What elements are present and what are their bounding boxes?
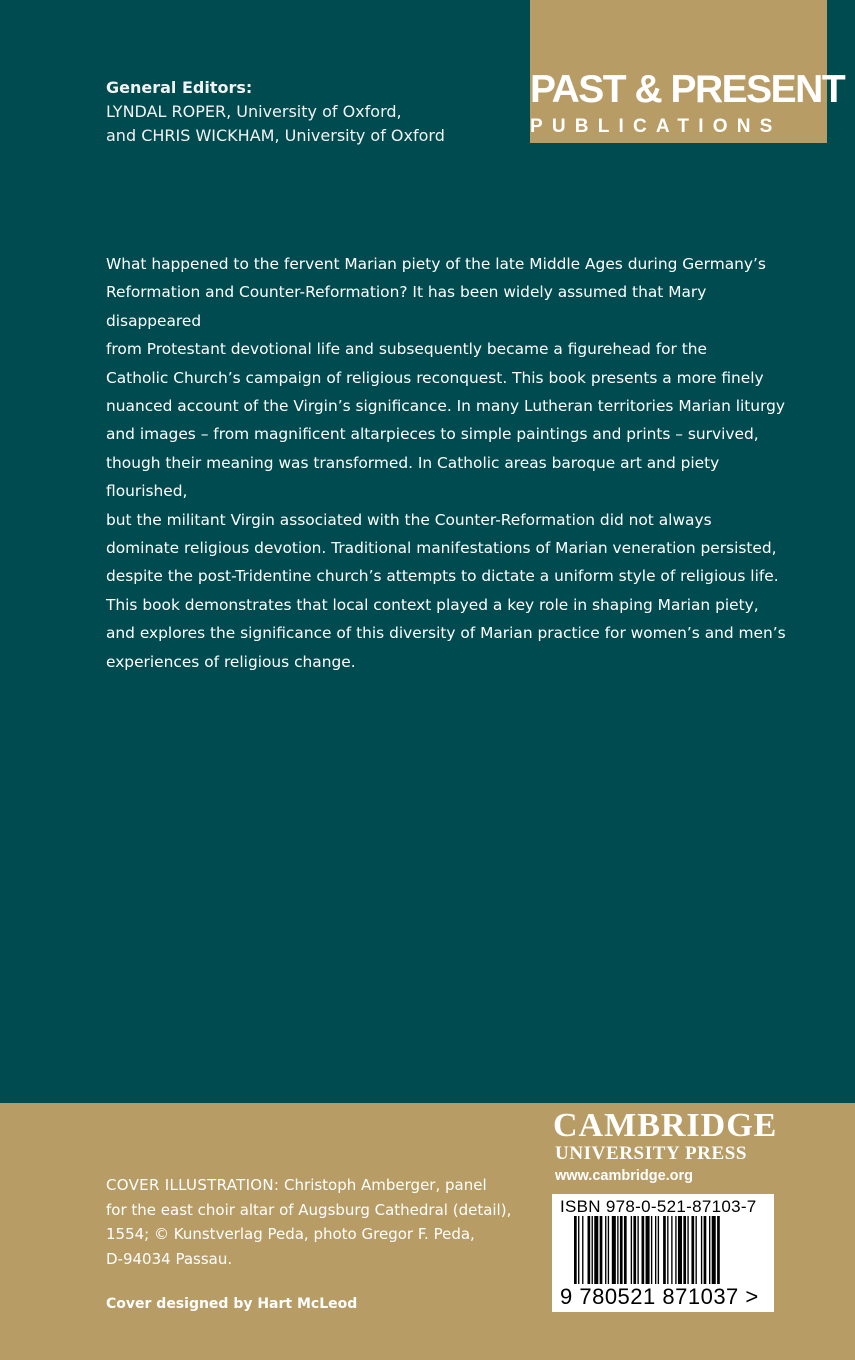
barcode-bar xyxy=(704,1216,707,1284)
cover-illustration-label: COVER ILLUSTRATION: xyxy=(106,1176,280,1194)
barcode-bar xyxy=(667,1216,668,1284)
barcode-bar xyxy=(709,1216,710,1284)
barcode-bar xyxy=(600,1216,603,1284)
book-description: What happened to the fervent Marian piety of the late Middle Ages during Germany’s Reformation and Counter-Reformation? It has been widely assumed that Mary disappeared from Protestant devotional life and subsequently became a figurehead for the Catholic Church’s campaign of religious reconquest. This book presents a more finely nuanced account of the Virgin’s significance. In many Lutheran territories Marian liturgy and images – from magnificent altarpieces to simple paintings and prints – survived, though their meaning was transformed. In Catholic areas baroque art and piety flourished, but the militant Virgin associated with the Counter-Reformation did not always dominate religious devotion. Traditional manifestations of Marian veneration persisted, despite the post-Tridentine church’s attempts to dictate a uniform style of religious life. This book demonstrates that local context played a key role in shaping Marian piety, and explores the significance of this diversity of Marian practice for women’s and men’s experiences of religious change. xyxy=(106,255,786,671)
series-logo-subtitle: PUBLICATIONS xyxy=(530,116,782,137)
barcode-bar xyxy=(678,1216,682,1284)
publisher-url: www.cambridge.org xyxy=(555,1168,694,1184)
barcode-bar xyxy=(594,1216,598,1284)
barcode-bar xyxy=(655,1216,656,1284)
barcode-bar xyxy=(574,1216,577,1284)
barcode-bar xyxy=(637,1216,638,1284)
editor-line-2: and CHRIS WICKHAM, University of Oxford xyxy=(106,126,445,145)
barcode-bar xyxy=(582,1216,583,1284)
barcode-bar xyxy=(717,1216,720,1284)
barcode-bar xyxy=(620,1216,623,1284)
barcode-bar xyxy=(696,1216,697,1284)
barcode-bar xyxy=(675,1216,676,1284)
publisher-press: UNIVERSITY PRESS xyxy=(555,1143,748,1164)
editor-line-1: LYNDAL ROPER, University of Oxford, xyxy=(106,102,402,121)
barcode-bar xyxy=(617,1216,618,1284)
barcode-bar xyxy=(658,1216,659,1284)
general-editors-label: General Editors: xyxy=(106,78,253,97)
barcode-bar xyxy=(701,1216,702,1284)
publisher-name: CAMBRIDGE xyxy=(553,1107,778,1144)
barcode-bar xyxy=(608,1216,609,1284)
isbn-label: ISBN 978-0-521-87103-7 xyxy=(560,1197,757,1216)
barcode-bar xyxy=(631,1216,632,1284)
series-logo-title: PAST & PRESENT xyxy=(530,68,845,111)
cover-illustration-text: Christoph Amberger, panel for the east choir altar of Augsburg Cathedral (detail), 1554; © Kunstverlag Peda, photo Gregor F. Peda, D-94034 Passau. xyxy=(106,1176,512,1268)
barcode-icon xyxy=(574,1216,764,1288)
cover-illustration-credit xyxy=(106,1173,516,1271)
cover-designer: Cover designed by Hart McLeod xyxy=(106,1296,358,1312)
barcode-bar xyxy=(671,1216,672,1284)
barcode-bar xyxy=(642,1216,645,1284)
barcode-bar xyxy=(624,1216,627,1284)
barcode-bar xyxy=(663,1216,666,1284)
barcode-bar xyxy=(578,1216,579,1284)
barcode-bar xyxy=(683,1216,686,1284)
barcode-bar xyxy=(605,1216,606,1284)
barcode-bar xyxy=(691,1216,694,1284)
barcode-bar xyxy=(633,1216,636,1284)
barcode-bar xyxy=(687,1216,688,1284)
barcode-bar xyxy=(588,1216,591,1284)
barcode-bar xyxy=(712,1216,716,1284)
barcode-bar xyxy=(646,1216,650,1284)
barcode-digits: 9 780521 871037 > xyxy=(560,1284,759,1309)
general-editors xyxy=(106,76,445,148)
barcode-bar xyxy=(651,1216,652,1284)
barcode-bar xyxy=(592,1216,593,1284)
barcode-bar xyxy=(612,1216,616,1284)
